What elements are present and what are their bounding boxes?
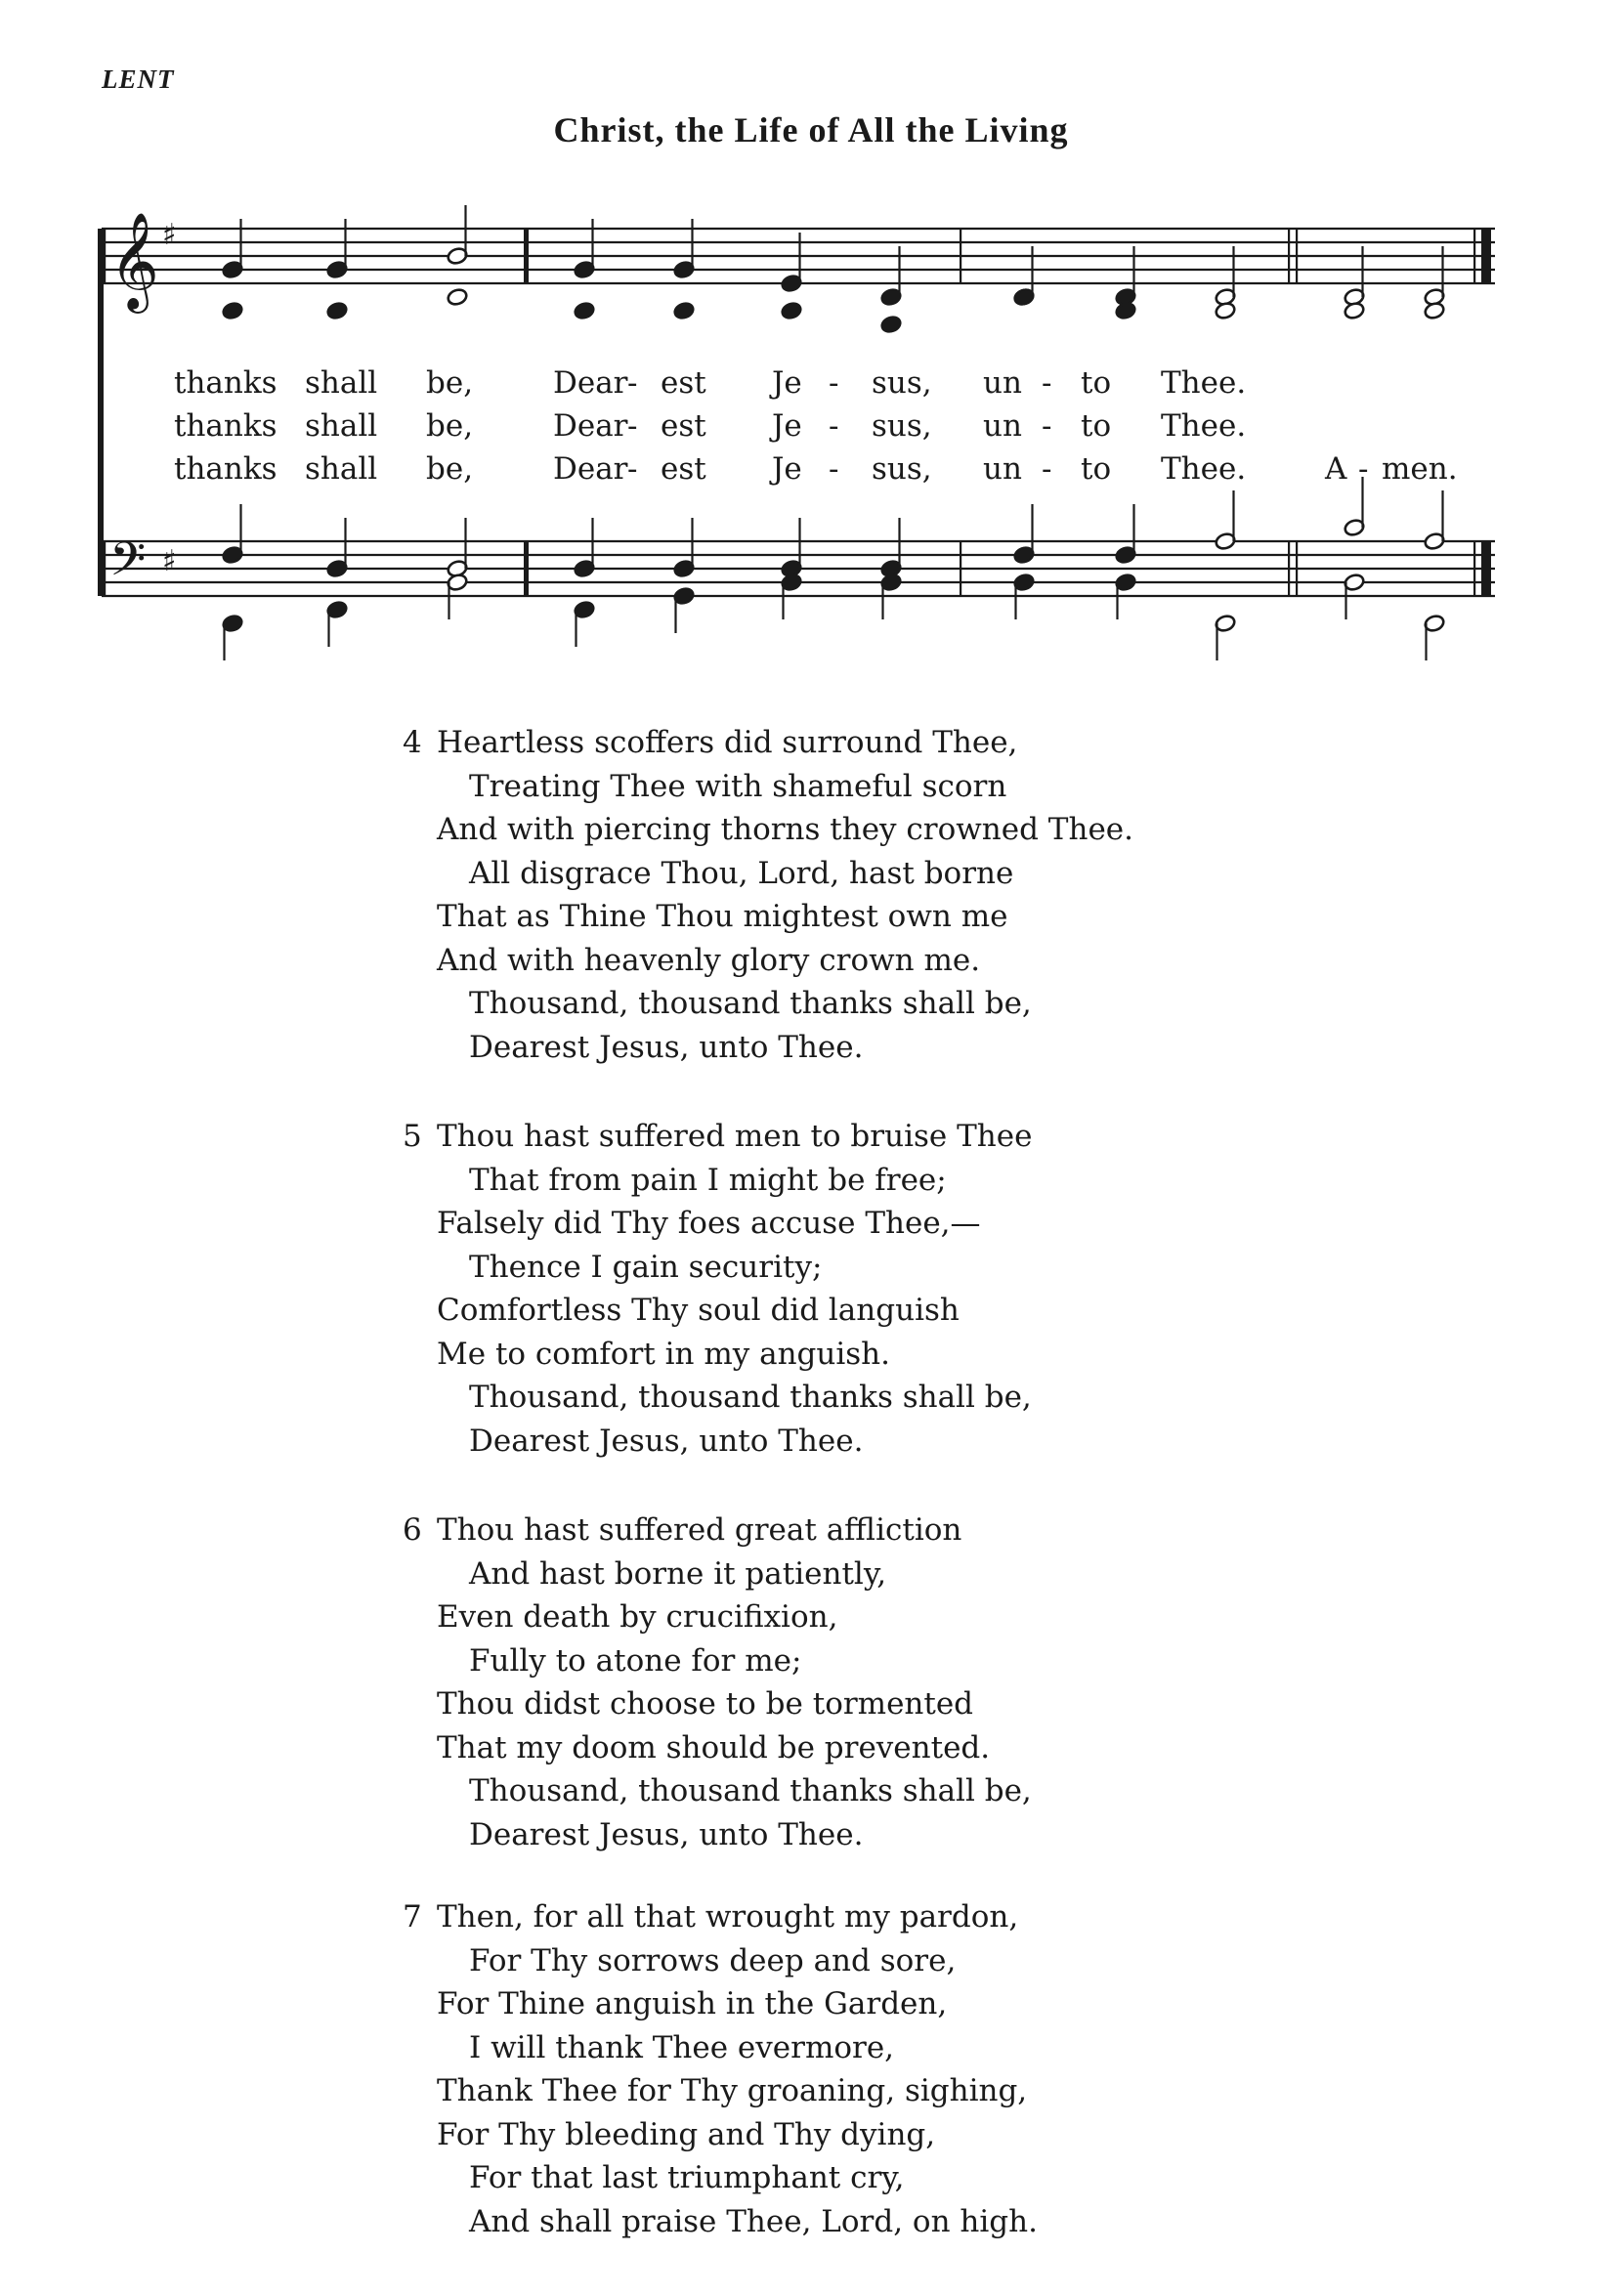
bass-clef: 𝄢 [109,531,147,598]
stanza-line: That from pain I might be free; [469,1162,947,1198]
stanza-line: And shall praise Thee, Lord, on high. [469,2203,1038,2239]
lyric-syllable: thanks [174,451,277,487]
lyric-syllable: Je [772,408,802,444]
stanza-line: For that last triumphant cry, [469,2160,905,2195]
stanza-line: And hast borne it patiently, [469,1555,887,1592]
note-head [1344,301,1366,320]
note-head [326,301,349,320]
alto-note [326,301,349,320]
stanza-line: 4 Heartless scoffers did surround Thee, [403,721,1133,765]
lyric-syllable: - [627,365,638,401]
lyric-line-2 [0,408,1622,447]
bass-note [673,586,696,633]
bass-note [326,600,349,647]
lyric-syllable: sus, [872,408,932,444]
soprano-note [447,205,469,266]
note-head [447,287,469,307]
lyric-syllable: be, [426,365,474,401]
stanza-line: Thou didst choose to be tormented [437,1686,974,1722]
lyric-syllable: est [661,408,706,444]
tenor-note [1115,504,1137,565]
stanza-line: Falsely did Thy foes accuse Thee,— [437,1206,981,1241]
bass-note [574,600,596,647]
lyric-syllable: to [1081,451,1112,487]
stanza-line: And with heavenly glory crown me. [437,942,981,978]
barline [960,541,961,596]
stanza-line: Dearest Jesus, unto Thee. [469,1029,864,1065]
alto-note [781,301,803,320]
barline [524,229,529,283]
lyric-syllable: - [627,451,638,487]
tenor-note [222,504,244,565]
alto-note [1424,301,1446,320]
final-barline [1481,541,1491,596]
lyric-syllable: Thee. [1161,451,1247,487]
stanza-line: 6 Thou hast suffered great affliction [403,1509,1032,1552]
stanza-line: Comfortless Thy soul did languish [437,1293,960,1328]
alto-note [880,315,903,334]
final-barline [1473,541,1475,596]
lyric-syllable: Dear [553,451,628,487]
stanza-line: That my doom should be prevented. [437,1729,991,1765]
lyric-syllable: Je [772,365,802,401]
lyric-syllable: sus, [872,451,932,487]
stanza-line: Dearest Jesus, unto Thee. [469,1816,864,1852]
treble-clef: 𝄞 [109,212,159,310]
alto-note [574,301,596,320]
stanza-line: For Thy bleeding and Thy dying, [437,2116,936,2152]
lyric-line-1 [0,365,1622,404]
lyric-syllable: - [1358,451,1369,487]
lyric-syllable: to [1081,408,1112,444]
note-head [880,315,903,334]
stanza-line: 7 Then, for all that wrought my pardon, [403,1895,1038,1939]
lyric-syllable: - [829,408,839,444]
lyric-syllable: - [1042,365,1052,401]
alto-note [673,301,696,320]
lyric-syllable: - [627,408,638,444]
stanza-line: Fully to atone for me; [469,1642,802,1679]
sharp-sign: ♯ [162,218,177,252]
lyric-syllable: be, [426,408,474,444]
lyric-syllable: un [983,365,1022,401]
lyric-syllable: A [1325,451,1347,487]
stanza-4 [403,721,1133,1069]
stanza-line: Thank Thee for Thy groaning, sighing, [437,2073,1028,2108]
lyric-syllable: Dear [553,365,628,401]
note-head [781,301,803,320]
stanza-line: 5 Thou hast suffered men to bruise Thee [403,1115,1032,1159]
alto-note [1215,301,1237,320]
tenor-note [781,518,803,578]
stanza-line: Me to comfort in my anguish. [437,1336,891,1372]
bass-note [222,614,244,660]
lyric-syllable: shall [305,408,378,444]
lyric-syllable: men. [1382,451,1458,487]
tenor-note [447,518,469,578]
lyric-syllable: shall [305,451,378,487]
lyric-syllable: est [661,365,706,401]
stanza-line: For Thy sorrows deep and sore, [469,1942,957,1978]
sharp-sign: ♯ [162,544,177,578]
stanza-number: 4 [403,725,422,760]
alto-note [447,287,469,307]
final-barline [1481,229,1491,283]
stanza-line: Dearest Jesus, unto Thee. [469,1423,864,1459]
barline [1296,229,1298,283]
lyric-syllable: - [1042,408,1052,444]
tenor-note [880,518,903,578]
barline [1296,541,1298,596]
note-head [1215,301,1237,320]
lyric-syllable: un [983,408,1022,444]
final-barline [1473,229,1475,283]
barline [524,541,529,596]
lyric-syllable: est [661,451,706,487]
section-label: LENT [102,64,175,94]
lyric-syllable: Thee. [1161,408,1247,444]
stanza-line: Treating Thee with shameful scorn [469,768,1007,804]
note-head [222,301,244,320]
stanza-5 [403,1115,1032,1463]
lyric-syllable: Je [772,451,802,487]
barline [960,229,961,283]
stanza-line: Thousand, thousand thanks shall be, [469,1380,1032,1415]
alto-note [1344,301,1366,320]
lyric-syllable: to [1081,365,1112,401]
stanza-line: That as Thine Thou mightest own me [437,899,1008,934]
tenor-note [326,518,349,578]
lyric-syllable: thanks [174,408,277,444]
tenor-note [574,518,596,578]
stanza-line: Thousand, thousand thanks shall be, [469,1773,1032,1808]
stanza-line: Even death by crucifixion, [437,1599,838,1635]
stanza-line: And with piercing thorns they crowned Thee. [437,812,1133,847]
music-score [0,0,1622,703]
lyric-syllable: Thee. [1161,365,1247,401]
lyric-syllable: Dear [553,408,628,444]
bass-note [1424,614,1446,660]
alto-note [222,301,244,320]
stanza-line: Thousand, thousand thanks shall be, [469,986,1032,1021]
stanza-line: For Thine anguish in the Garden, [437,1986,948,2021]
stanza-number: 7 [403,1899,422,1935]
barline [104,541,106,596]
stanza-6 [403,1509,1032,1856]
stanza-7 [403,1895,1038,2243]
lyric-syllable: be, [426,451,474,487]
stanza-number: 6 [403,1512,422,1548]
lyric-syllable: - [829,451,839,487]
alto-note [1115,301,1137,320]
tenor-note [1215,490,1237,551]
tenor-note [1013,504,1036,565]
bass-note [1215,614,1237,660]
lyric-syllable: thanks [174,365,277,401]
tenor-note [1424,490,1446,551]
lyric-line-3 [0,451,1622,490]
barline [1288,541,1290,596]
tenor-note [673,518,696,578]
stanza-line: All disgrace Thou, Lord, hast borne [469,855,1014,891]
note-head [1115,301,1137,320]
lyric-syllable: shall [305,365,378,401]
note-head [574,301,596,320]
note-head [1424,301,1446,320]
lyric-syllable: un [983,451,1022,487]
lyric-syllable: - [829,365,839,401]
note-head [673,301,696,320]
hymn-title: Christ, the Life of All the Living [553,110,1069,149]
barline [1288,229,1290,283]
lyric-syllable: sus, [872,365,932,401]
treble-staff [102,229,1495,283]
lyric-syllable: - [1042,451,1052,487]
stanza-line: Thence I gain security; [469,1249,823,1285]
stanza-number: 5 [403,1119,422,1154]
barline [104,229,106,283]
stanza-line: I will thank Thee evermore, [469,2029,895,2065]
